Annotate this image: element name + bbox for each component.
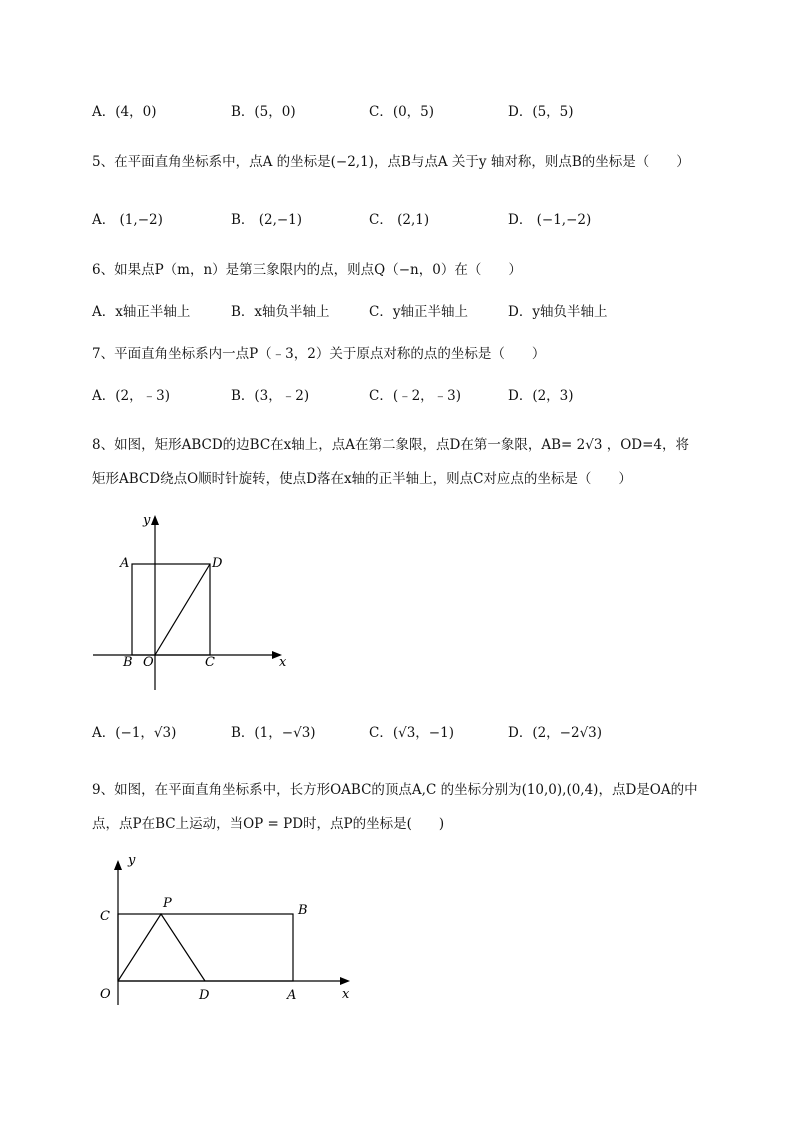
q9-x-arrow — [340, 977, 350, 985]
q8-figure — [85, 505, 305, 695]
q7-option-c: C．(﹣2，﹣3) — [369, 388, 462, 404]
q9-label-a: A — [287, 988, 297, 1003]
q9-label-p: P — [163, 896, 172, 911]
q8-rectangle-abcd — [132, 564, 210, 655]
q9-label-x: x — [342, 987, 350, 1002]
q8-option-c: C．(√3，−1) — [369, 725, 454, 741]
q9-rectangle-oabc — [118, 914, 293, 981]
q8-segment-od — [155, 564, 210, 655]
q7-text: 7、平面直角坐标系内一点P（﹣3，2）关于原点对称的点的坐标是（ ） — [92, 346, 546, 362]
q4-option-d: D．(5，5) — [508, 104, 574, 120]
q5-text: 5、在平面直角坐标系中，点A 的坐标是(−2,1)，点B与点A 关于y 轴对称，则点B的坐标是（ ） — [92, 154, 690, 170]
q6-option-d: D．y轴负半轴上 — [508, 304, 608, 320]
q9-text-line2: 点，点P在BC上运动，当OP = PD时，点P的坐标是( ) — [92, 816, 445, 832]
q9-label-y: y — [128, 853, 136, 868]
q8-y-arrow — [151, 515, 159, 525]
q6-option-a: A．x轴正半轴上 — [92, 304, 191, 320]
q8-label-a: A — [120, 556, 130, 571]
q5-option-a: A． (1,−2) — [92, 212, 163, 228]
q7-option-d: D．(2，3) — [508, 388, 574, 404]
q8-label-d: D — [212, 556, 223, 571]
q8-option-b: B．(1，−√3) — [231, 725, 316, 741]
q4-option-a: A．(4，0) — [92, 104, 157, 120]
q8-label-x: x — [279, 655, 287, 670]
q8-label-c: C — [205, 655, 215, 670]
q8-label-y: y — [143, 513, 151, 528]
q7-option-b: B．(3，﹣2) — [231, 388, 310, 404]
q6-option-b: B．x轴负半轴上 — [231, 304, 330, 320]
q5-option-b: B． (2,−1) — [231, 212, 303, 228]
q9-label-b: B — [298, 903, 308, 918]
q8-option-d: D．(2，−2√3) — [508, 725, 603, 741]
q9-text-line1: 9、如图，在平面直角坐标系中，长方形OABC的顶点A,C 的坐标分别为(10,0),(0,4)，点D是OA的中 — [92, 782, 698, 798]
q8-text-line1: 8、如图，矩形ABCD的边BC在x轴上，点A在第二象限，点D在第一象限，AB= 2√3 ，OD=4，将 — [92, 437, 689, 453]
q8-label-b: B — [123, 655, 133, 670]
q8-label-o: O — [143, 655, 154, 670]
q8-text-line2: 矩形ABCD绕点O顺时针旋转，使点D落在x轴的正半轴上，则点C对应点的坐标是（ ） — [92, 471, 632, 487]
q9-y-arrow — [114, 860, 122, 870]
q9-label-d: D — [199, 988, 210, 1003]
q9-figure — [90, 845, 365, 1015]
q4-option-c: C．(0，5) — [369, 104, 435, 120]
q6-text: 6、如果点P（m，n）是第三象限内的点，则点Q（−n，0）在（ ） — [92, 262, 522, 278]
q6-option-c: C．y轴正半轴上 — [369, 304, 468, 320]
q5-option-d: D． (−1,−2) — [508, 212, 592, 228]
q8-option-a: A．(−1，√3) — [92, 725, 177, 741]
q9-label-o: O — [100, 987, 111, 1002]
q9-triangle-opd — [118, 914, 205, 981]
q7-option-a: A．(2，﹣3) — [92, 388, 170, 404]
q9-label-c: C — [100, 909, 110, 924]
q5-option-c: C． (2,1) — [369, 212, 430, 228]
q4-option-b: B．(5，0) — [231, 104, 296, 120]
